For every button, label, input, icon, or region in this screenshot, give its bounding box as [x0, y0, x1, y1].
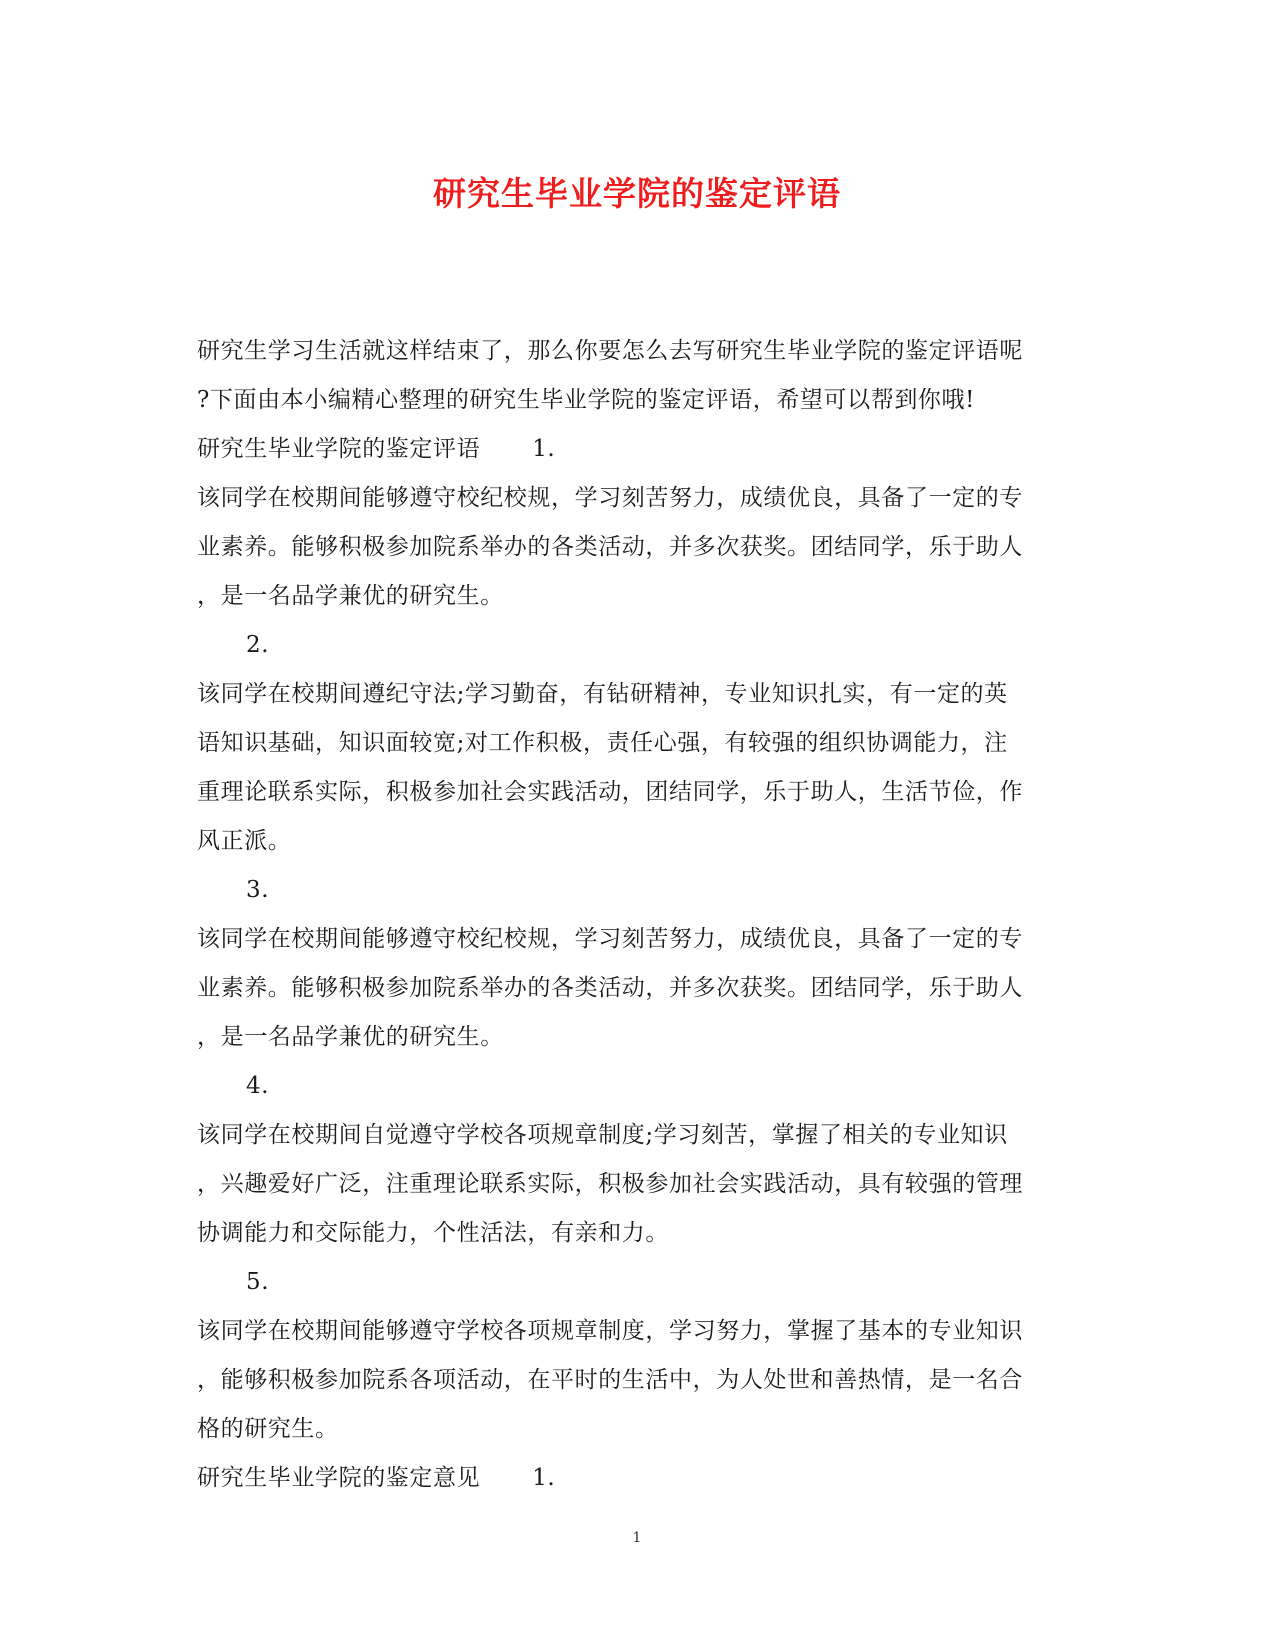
item-3-line-2: 业素养。能够积极参加院系举办的各类活动，并多次获奖。团结同学，乐于助人 [197, 975, 1023, 1001]
item-number-4: 4. [246, 1073, 270, 1099]
item-5-line-3: 格的研究生。 [197, 1416, 339, 1442]
document-body [197, 327, 1077, 1503]
item-4-line-2: ，兴趣爱好广泛，注重理论联系实际，积极参加社会实践活动，具有较强的管理 [197, 1171, 1023, 1197]
item-2-line-2: 语知识基础，知识面较宽;对工作积极，责任心强，有较强的组织协调能力，注 [197, 730, 1008, 756]
item-number-5: 5. [246, 1269, 270, 1295]
item-number-2: 2. [246, 632, 270, 658]
item-number-1: 1. [532, 436, 556, 462]
section-heading-text: 研究生毕业学院的鉴定意见 [197, 1465, 481, 1491]
item-number-3: 3. [246, 877, 270, 903]
section-heading-opinions [197, 1454, 1077, 1503]
section-heading-text: 研究生毕业学院的鉴定评语 [197, 436, 481, 462]
item-1-line-2: 业素养。能够积极参加院系举办的各类活动，并多次获奖。团结同学，乐于助人 [197, 534, 1023, 560]
page-number: 1 [632, 1530, 642, 1546]
item-5-line-2: ，能够积极参加院系各项活动，在平时的生活中，为人处世和善热情，是一名合 [197, 1367, 1023, 1393]
item-4-line-3: 协调能力和交际能力，个性活法，有亲和力。 [197, 1220, 669, 1246]
document-title: 研究生毕业学院的鉴定评语 [433, 174, 841, 213]
opinion-number-1: 1. [532, 1465, 556, 1491]
item-1-line-3: ，是一名品学兼优的研究生。 [197, 583, 504, 609]
item-2-line-4: 风正派。 [197, 828, 292, 854]
intro-line-1: 研究生学习生活就这样结束了，那么你要怎么去写研究生毕业学院的鉴定评语呢 [197, 338, 1023, 364]
item-3-line-3: ，是一名品学兼优的研究生。 [197, 1024, 504, 1050]
intro-line-2: ?下面由本小编精心整理的研究生毕业学院的鉴定评语，希望可以帮到你哦! [197, 387, 975, 413]
item-3-line-1: 该同学在校期间能够遵守校纪校规，学习刻苦努力，成绩优良，具备了一定的专 [197, 926, 1023, 952]
section-heading-comments [197, 425, 1077, 474]
item-2-line-3: 重理论联系实际，积极参加社会实践活动，团结同学，乐于助人，生活节俭，作 [197, 779, 1023, 805]
item-1-line-1: 该同学在校期间能够遵守校纪校规，学习刻苦努力，成绩优良，具备了一定的专 [197, 485, 1023, 511]
item-5-line-1: 该同学在校期间能够遵守学校各项规章制度，学习努力，掌握了基本的专业知识 [197, 1318, 1023, 1344]
item-4-line-1: 该同学在校期间自觉遵守学校各项规章制度;学习刻苦，掌握了相关的专业知识 [197, 1122, 1008, 1148]
item-2-line-1: 该同学在校期间遵纪守法;学习勤奋，有钻研精神，专业知识扎实，有一定的英 [197, 681, 1008, 707]
